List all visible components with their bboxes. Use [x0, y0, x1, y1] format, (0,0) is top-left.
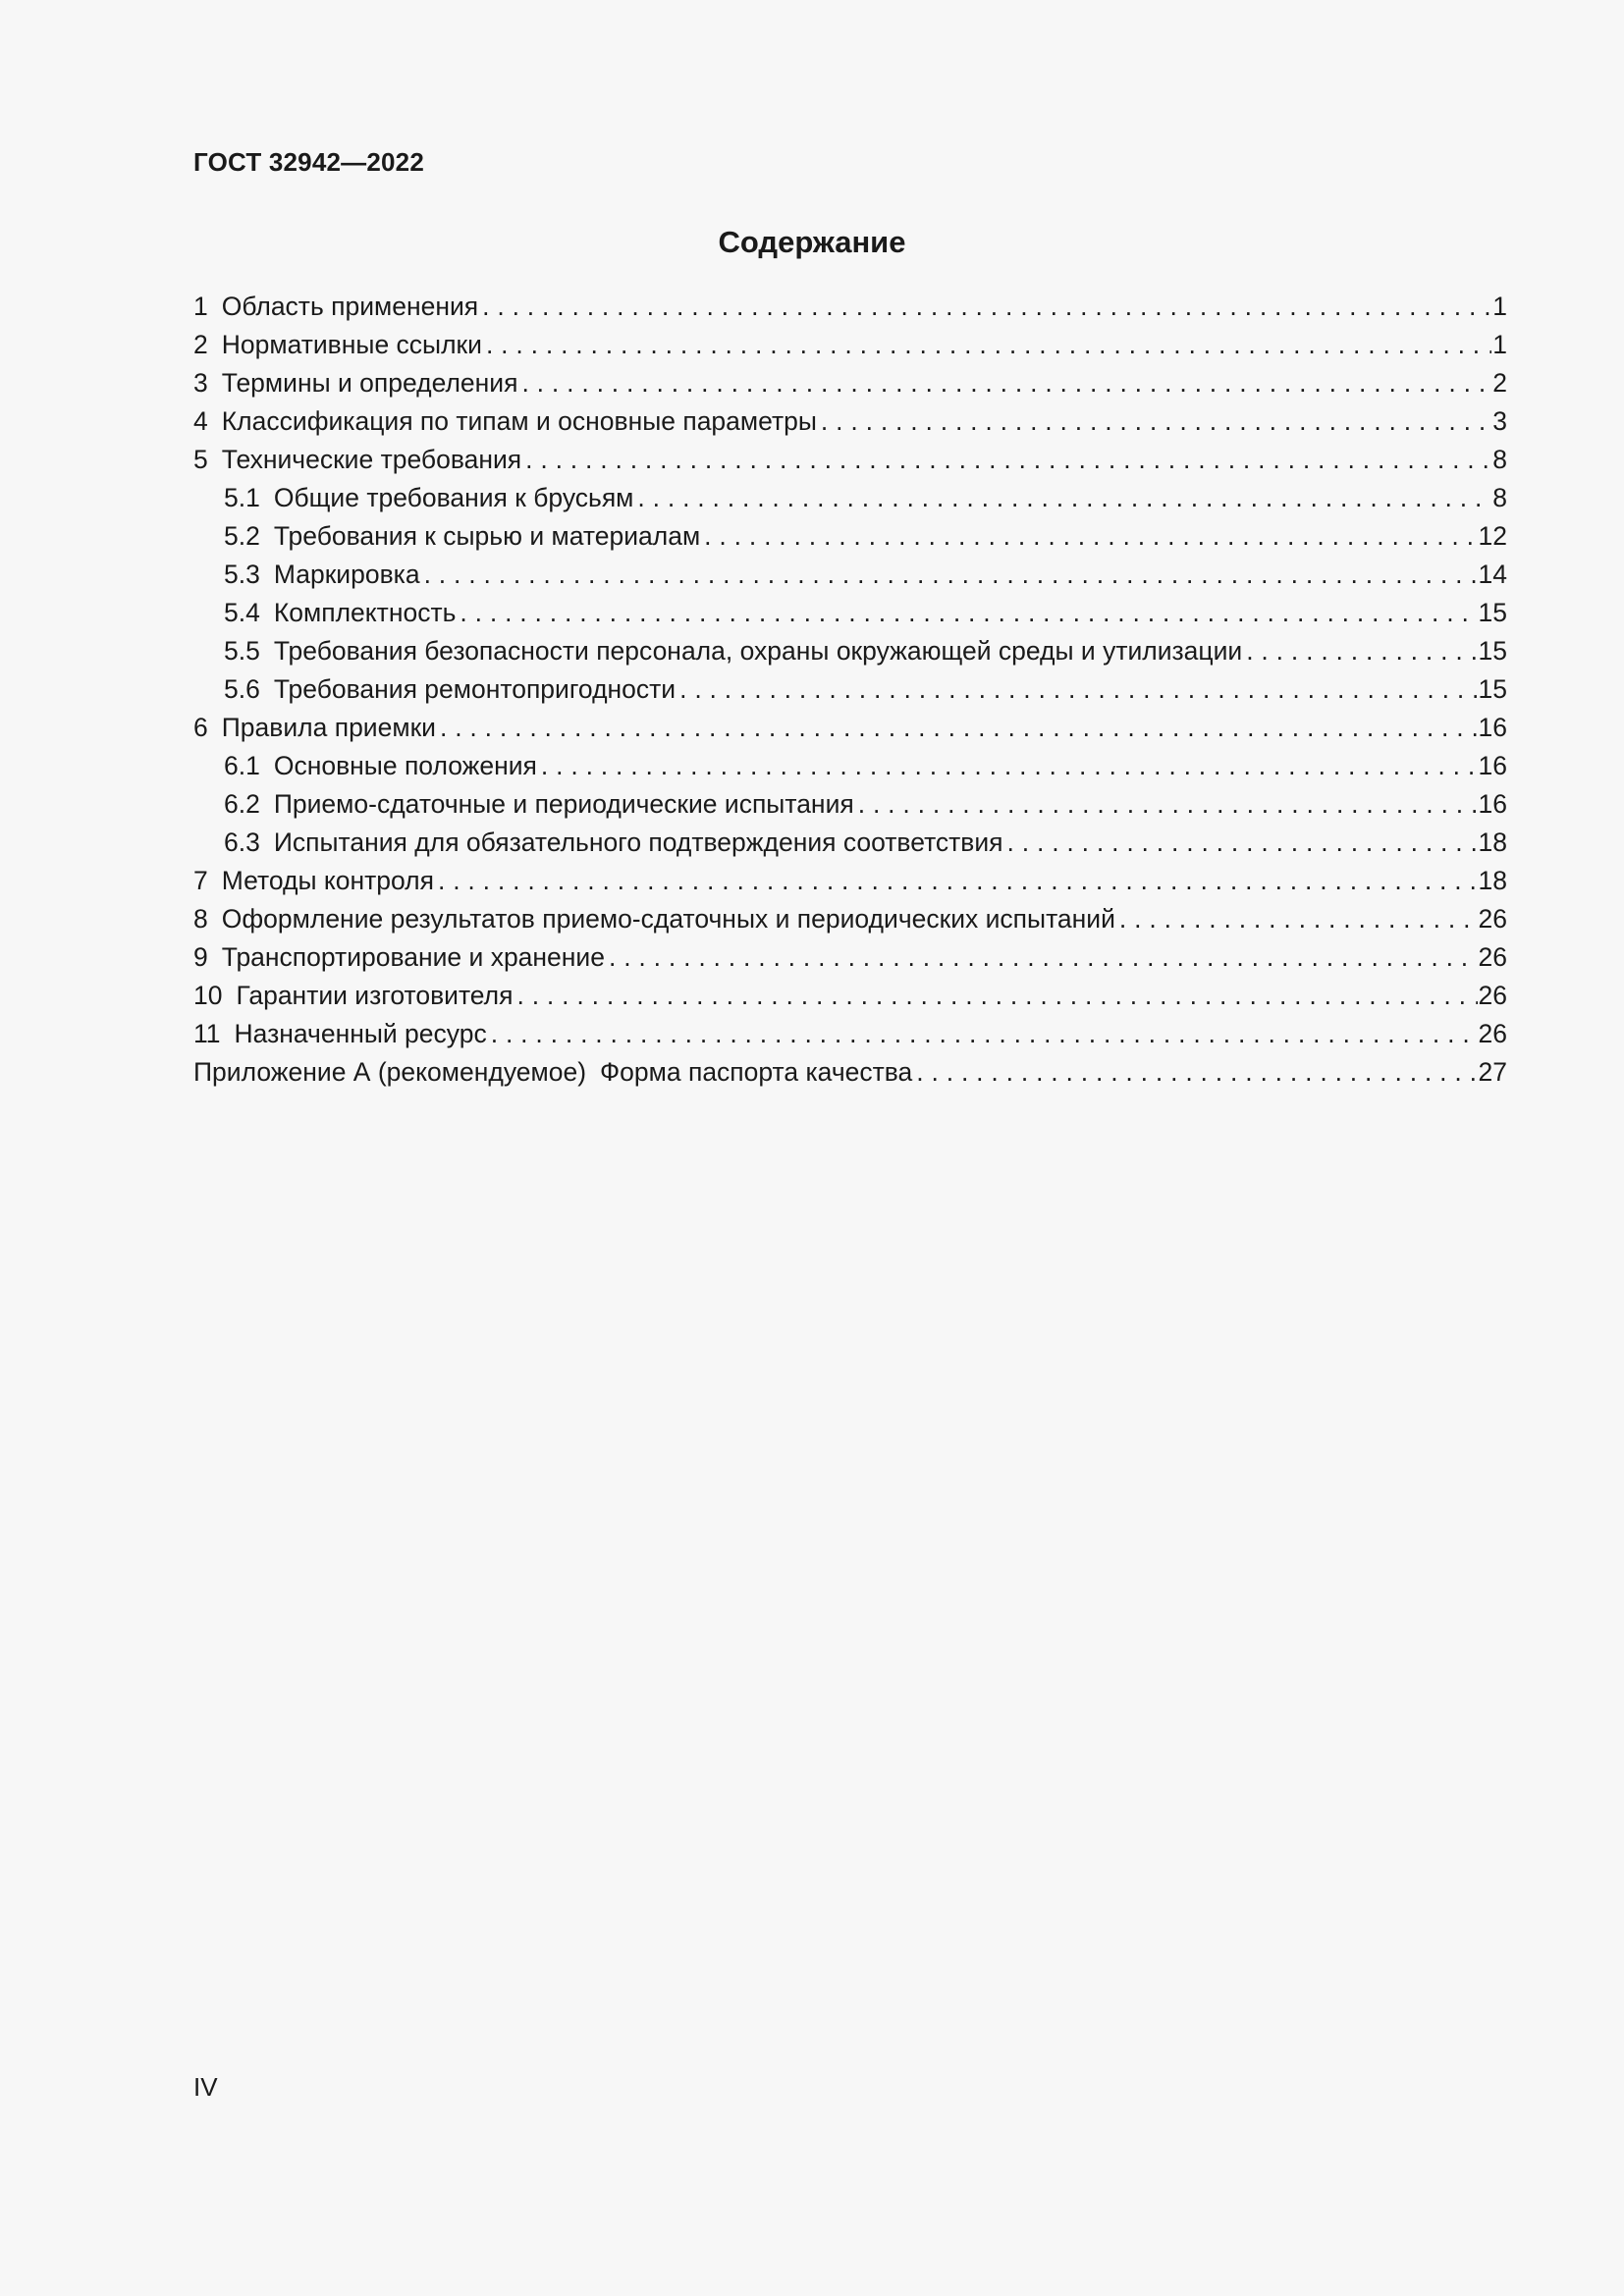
toc-dot-leader — [679, 670, 1477, 709]
toc-dot-leader — [482, 288, 1491, 326]
toc-entry-title: Требования к сырью и материалам — [273, 521, 701, 551]
toc-entry[interactable] — [193, 709, 1507, 747]
toc-entry[interactable] — [193, 441, 1507, 479]
toc-entry-title: Испытания для обязательного подтверждения соответствия — [273, 828, 1003, 857]
toc-dot-leader — [1246, 632, 1477, 670]
toc-entry-title: Область применения — [221, 292, 479, 321]
toc-entry-number: 6.2 — [224, 789, 260, 819]
toc-entry-page: 16 — [1478, 789, 1507, 819]
toc-entry[interactable] — [193, 900, 1507, 938]
toc-dot-leader — [916, 1053, 1477, 1092]
toc-dot-leader — [491, 1015, 1478, 1053]
toc-entry[interactable] — [193, 824, 1507, 862]
toc-entry[interactable] — [193, 326, 1507, 364]
toc-entry-page: 8 — [1492, 445, 1507, 474]
toc-entry-page: 18 — [1478, 866, 1507, 895]
toc-dot-leader — [1007, 824, 1478, 862]
toc-entry-page: 1 — [1492, 292, 1507, 321]
toc-heading: Содержание — [718, 225, 906, 259]
toc-entry[interactable] — [193, 288, 1507, 326]
toc-entry-page: 15 — [1478, 598, 1507, 627]
toc-entry-title: Основные положения — [273, 751, 537, 780]
toc-entry-page: 18 — [1478, 828, 1507, 857]
toc-dot-leader — [424, 556, 1478, 594]
toc-dot-leader — [704, 517, 1477, 556]
toc-entry-title: Общие требования к брусьям — [273, 483, 634, 512]
toc-dot-leader — [1119, 900, 1478, 938]
toc-entry[interactable] — [193, 670, 1507, 709]
toc-dot-leader — [609, 938, 1478, 977]
toc-entry-page: 16 — [1478, 751, 1507, 780]
toc-entry-page: 26 — [1478, 1019, 1507, 1048]
toc-entry-page: 26 — [1478, 904, 1507, 934]
toc-entry-title: Комплектность — [273, 598, 457, 627]
toc-entry-page: 8 — [1492, 483, 1507, 512]
toc-entry-page: 26 — [1478, 942, 1507, 972]
toc-entry-title: Транспортирование и хранение — [221, 942, 605, 972]
toc-dot-leader — [525, 441, 1491, 479]
table-of-contents — [193, 288, 1507, 1092]
toc-entry-page: 3 — [1492, 406, 1507, 436]
toc-entry-number: 5.4 — [224, 598, 260, 627]
toc-entry[interactable] — [193, 1053, 1507, 1092]
toc-entry[interactable] — [193, 1015, 1507, 1053]
toc-entry[interactable] — [193, 977, 1507, 1015]
toc-entry[interactable] — [193, 402, 1507, 441]
toc-entry[interactable] — [193, 479, 1507, 517]
toc-dot-leader — [438, 862, 1478, 900]
toc-entry-number: 5.1 — [224, 483, 260, 512]
toc-entry-title: Маркировка — [273, 560, 420, 589]
document-code: ГОСТ 32942—2022 — [193, 147, 424, 177]
toc-entry-number: 5 — [193, 445, 208, 474]
toc-entry[interactable] — [193, 747, 1507, 785]
toc-entry-title: Гарантии изготовителя — [236, 981, 514, 1010]
toc-entry-title: Назначенный ресурс — [234, 1019, 487, 1048]
toc-entry-title: Классификация по типам и основные параметры — [221, 406, 817, 436]
toc-dot-leader — [637, 479, 1491, 517]
toc-entry-number: 3 — [193, 368, 208, 398]
toc-dot-leader — [821, 402, 1491, 441]
page-number: IV — [193, 2072, 218, 2102]
toc-entry[interactable] — [193, 632, 1507, 670]
toc-entry[interactable] — [193, 364, 1507, 402]
toc-entry-number: 11 — [193, 1019, 221, 1048]
toc-entry-page: 26 — [1478, 981, 1507, 1010]
toc-entry-number: 9 — [193, 942, 208, 972]
toc-entry-page: 2 — [1492, 368, 1507, 398]
toc-entry[interactable] — [193, 556, 1507, 594]
toc-entry-title: Термины и определения — [221, 368, 518, 398]
toc-dot-leader — [858, 785, 1478, 824]
toc-dot-leader — [516, 977, 1477, 1015]
toc-entry-number: Приложение А (рекомендуемое) — [193, 1057, 587, 1087]
toc-entry-title: Методы контроля — [221, 866, 434, 895]
toc-entry[interactable] — [193, 594, 1507, 632]
toc-entry-page: 1 — [1492, 330, 1507, 359]
toc-dot-leader — [486, 326, 1491, 364]
toc-entry[interactable] — [193, 785, 1507, 824]
toc-entry-title: Требования безопасности персонала, охраны окружающей среды и утилизации — [273, 636, 1243, 666]
toc-entry-page: 14 — [1478, 560, 1507, 589]
toc-dot-leader — [460, 594, 1477, 632]
toc-entry-page: 15 — [1478, 674, 1507, 704]
toc-entry-number: 8 — [193, 904, 208, 934]
toc-entry-number: 5.5 — [224, 636, 260, 666]
toc-dot-leader — [521, 364, 1491, 402]
toc-entry-title: Технические требования — [221, 445, 522, 474]
toc-entry-number: 5.6 — [224, 674, 260, 704]
toc-entry[interactable] — [193, 517, 1507, 556]
toc-entry-title: Оформление результатов приемо-сдаточных и периодических испытаний — [221, 904, 1115, 934]
toc-entry-number: 4 — [193, 406, 208, 436]
toc-entry-title: Нормативные ссылки — [221, 330, 482, 359]
toc-entry-title: Правила приемки — [221, 713, 436, 742]
toc-entry-title: Приемо-сдаточные и периодические испытания — [273, 789, 854, 819]
toc-entry[interactable] — [193, 938, 1507, 977]
toc-entry-page: 16 — [1478, 713, 1507, 742]
toc-entry-number: 6.1 — [224, 751, 260, 780]
toc-entry-number: 1 — [193, 292, 208, 321]
toc-entry-page: 15 — [1478, 636, 1507, 666]
toc-entry-title: Форма паспорта качества — [600, 1057, 913, 1087]
toc-entry-number: 7 — [193, 866, 208, 895]
toc-entry-page: 12 — [1478, 521, 1507, 551]
toc-entry-number: 2 — [193, 330, 208, 359]
toc-entry-page: 27 — [1478, 1057, 1507, 1087]
toc-entry-number: 5.3 — [224, 560, 260, 589]
toc-entry[interactable] — [193, 862, 1507, 900]
toc-entry-number: 10 — [193, 981, 223, 1010]
toc-entry-title: Требования ремонтопригодности — [273, 674, 677, 704]
toc-entry-number: 6.3 — [224, 828, 260, 857]
toc-entry-number: 5.2 — [224, 521, 260, 551]
toc-dot-leader — [440, 709, 1478, 747]
toc-entry-number: 6 — [193, 713, 208, 742]
toc-dot-leader — [541, 747, 1478, 785]
